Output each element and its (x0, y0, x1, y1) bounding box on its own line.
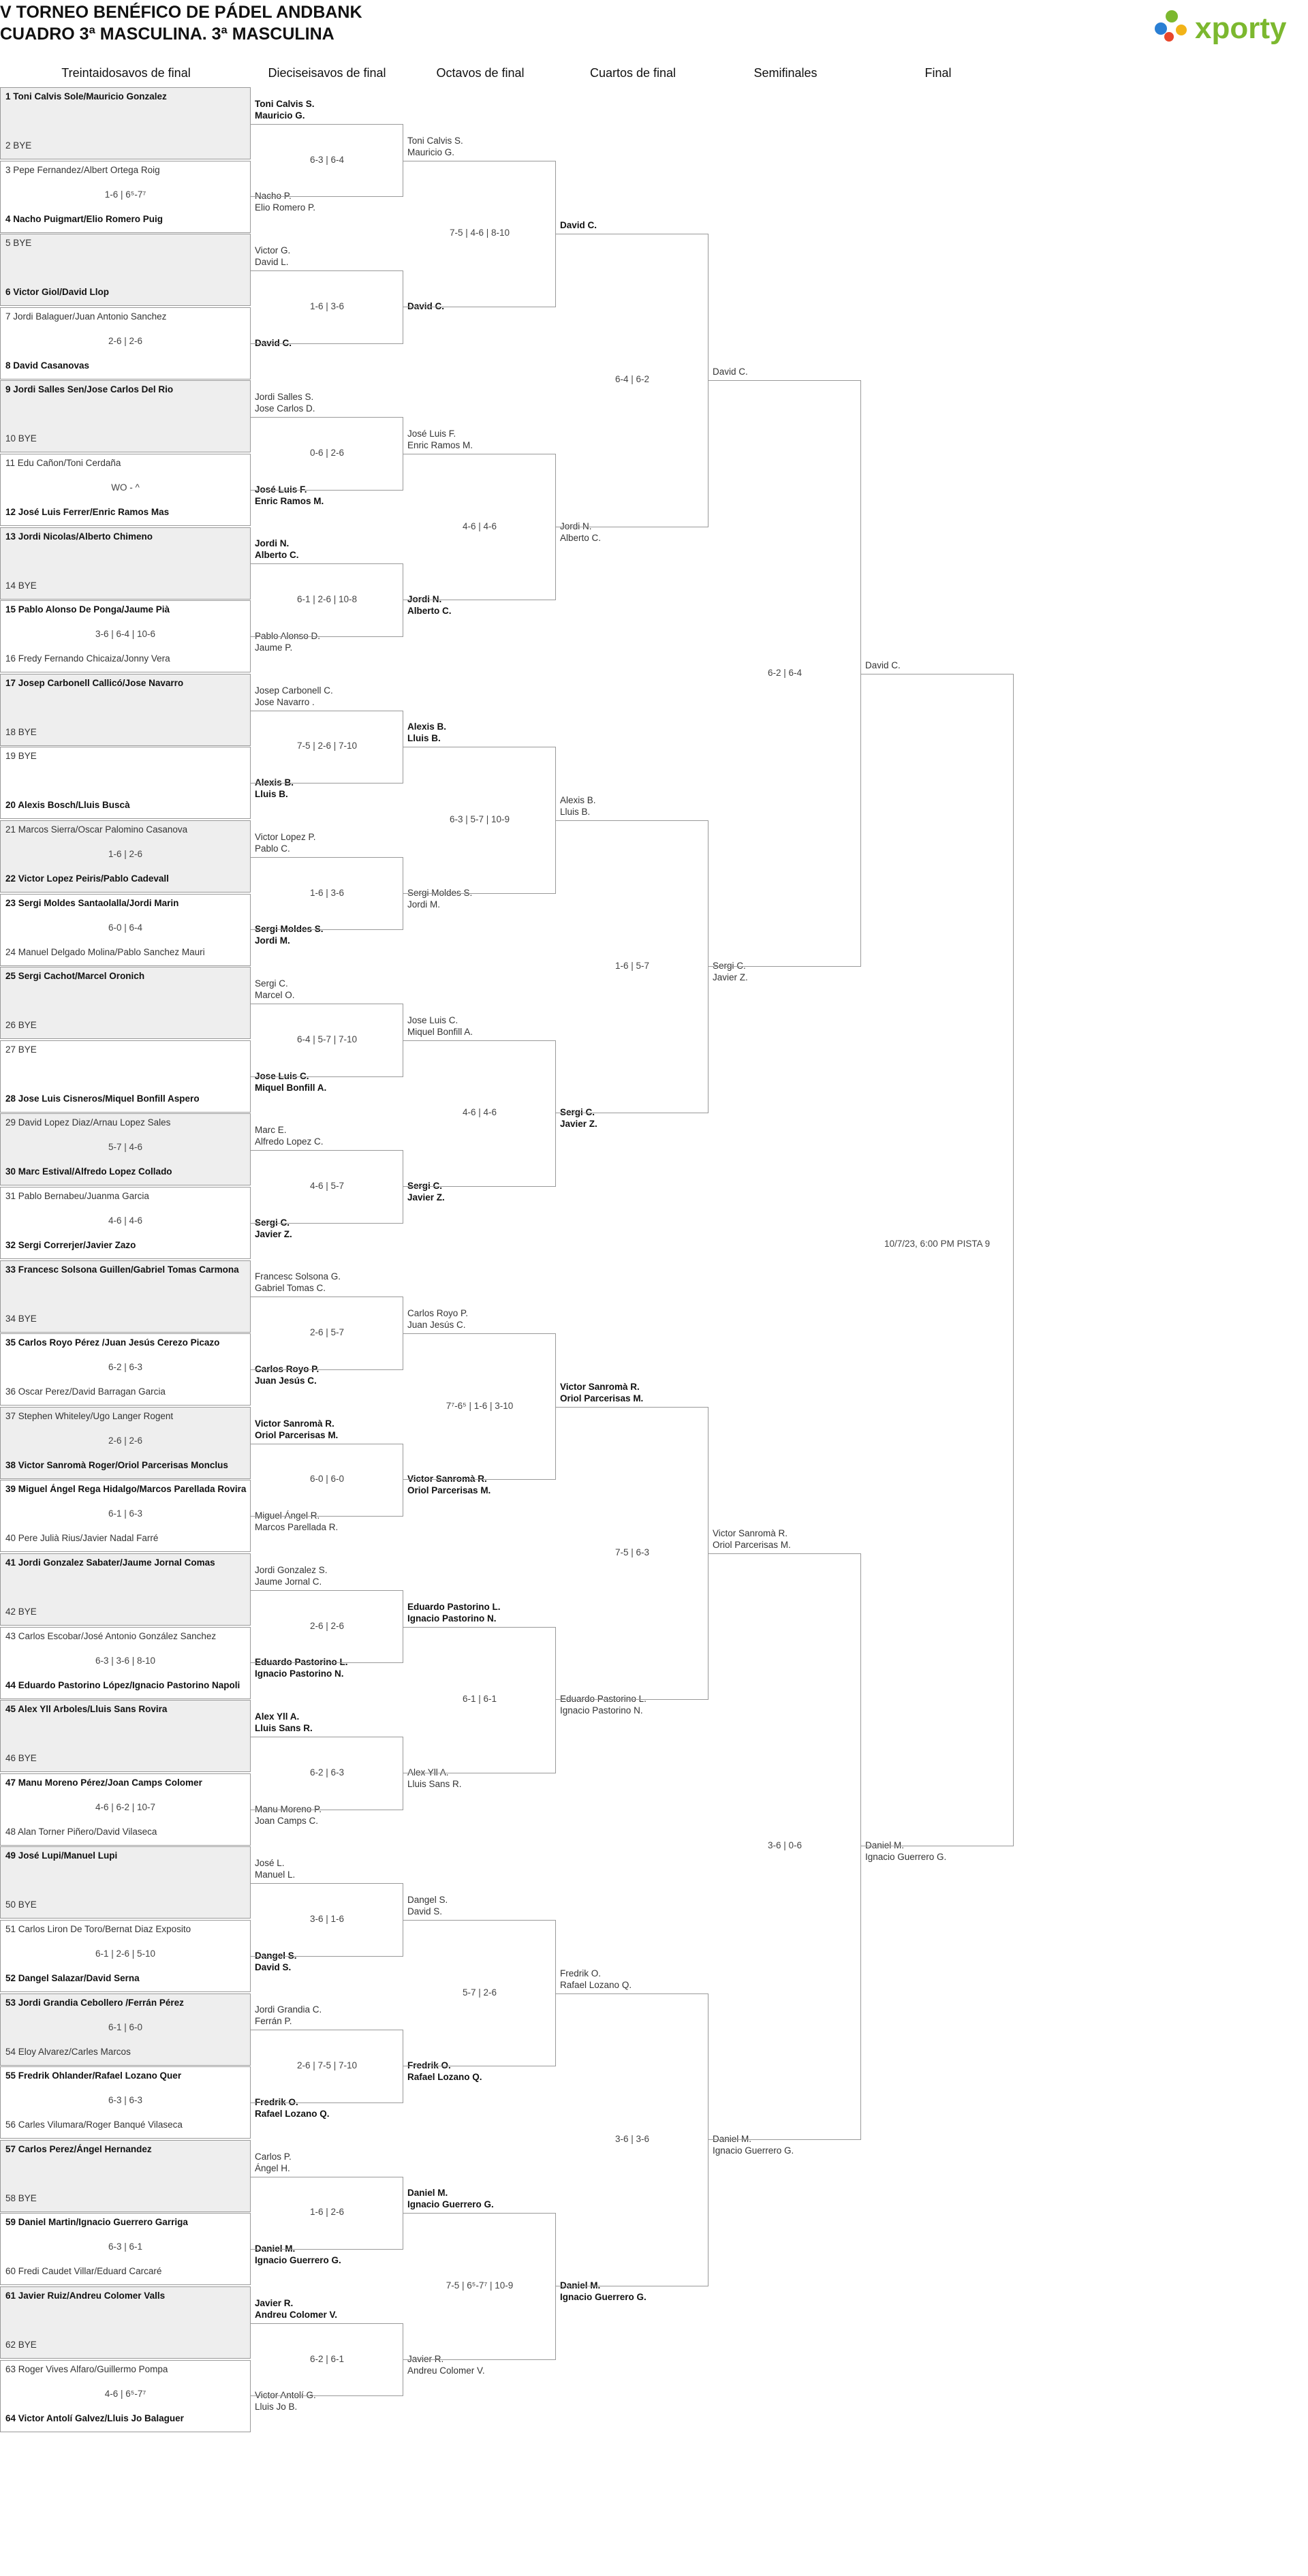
entrant-name: Alberto C. (560, 532, 602, 543)
entrant-name: Enric Ramos M. (407, 440, 473, 450)
entrant-name: Andreu Colomer V. (407, 2365, 485, 2376)
player-line[interactable]: 38 Victor Sanromà Roger/Oriol Parcerisas Monclus (5, 1459, 228, 1470)
match-score: 6-0 | 6-4 (108, 922, 143, 933)
entrant-name: Sergi C. (255, 1217, 290, 1228)
match-score: 2-6 | 5-7 (309, 1327, 345, 1338)
player-line[interactable]: 1 Toni Calvis Sole/Mauricio Gonzalez (5, 91, 167, 102)
match-score: 1-6 | 6⁵-7⁷ (104, 189, 146, 200)
match-score: 1-6 | 2-6 (108, 849, 143, 859)
match-score: 1-6 | 3-6 (309, 887, 345, 898)
entrant-name: Joan Camps C. (255, 1815, 319, 1826)
match-score: 6-2 | 6-3 (309, 1767, 345, 1778)
player-line[interactable]: 42 BYE (5, 1607, 37, 1617)
entrant-name: Javier Z. (407, 1192, 445, 1202)
round-header: Octavos de final (436, 66, 525, 80)
player-line[interactable]: 28 Jose Luis Cisneros/Miquel Bonfill Aspero (5, 1093, 200, 1104)
match-score: 7-5 | 6-3 (614, 1547, 650, 1557)
entrant-name: Alexis B. (560, 795, 596, 805)
entrant-name: Lluis Sans R. (255, 1723, 313, 1733)
player-line[interactable]: 63 Roger Vives Alfaro/Guillermo Pompa (5, 2363, 168, 2374)
player-line[interactable]: 6 Victor Giol/David Llop (5, 287, 110, 298)
player-line[interactable]: 45 Alex Yll Arboles/Lluis Sans Rovira (5, 1704, 168, 1715)
entrant-names[interactable] (255, 2151, 401, 2174)
entrant-name: David L. (255, 257, 289, 267)
player-line[interactable]: 15 Pablo Alonso De Ponga/Jaume Pià (5, 604, 170, 615)
entrant-names[interactable] (255, 831, 401, 854)
match-score: 6-4 | 6-2 (614, 374, 650, 385)
entrant-name: Dangel S. (255, 1950, 297, 1961)
entrant-name: Ignacio Pastorino N. (407, 1613, 497, 1624)
entrant-names[interactable] (255, 1711, 401, 1734)
entrant-name: Manu Moreno P. (255, 1803, 322, 1814)
entrant-name: Ignacio Pastorino N. (255, 1669, 344, 1679)
entrant-names[interactable] (560, 1381, 706, 1404)
match-score: 6-4 | 5-7 | 7-10 (296, 1034, 358, 1044)
entrant-names[interactable] (560, 1968, 706, 1991)
entrant-names[interactable] (407, 2187, 554, 2210)
match-score: 6-0 | 6-0 (309, 1474, 345, 1485)
player-line[interactable]: 17 Josep Carbonell Callicó/Jose Navarro (5, 677, 184, 688)
entrant-name: Rafael Lozano Q. (560, 1979, 632, 1990)
match-score: 4-6 | 6⁵-7⁷ (104, 2388, 146, 2399)
player-line[interactable]: 14 BYE (5, 580, 37, 591)
entrant-name: Alex Yll A. (255, 1711, 300, 1722)
entrant-names[interactable] (407, 135, 554, 158)
player-line[interactable]: 54 Eloy Alvarez/Carles Marcos (5, 2046, 131, 2057)
entrant-name: David S. (407, 1906, 443, 1917)
player-line[interactable]: 53 Jordi Grandia Cebollero /Ferrán Pérez (5, 1997, 184, 2008)
entrant-name: David C. (407, 300, 445, 311)
entrant-name: Eduardo Pastorino L. (255, 1657, 348, 1668)
match-score: 1-6 | 2-6 (309, 2207, 345, 2218)
player-line[interactable]: 36 Oscar Perez/David Barragan Garcia (5, 1386, 166, 1397)
entrant-name: Victor Lopez P. (255, 831, 316, 842)
round-header: Semifinales (753, 66, 818, 80)
player-line[interactable]: 8 David Casanovas (5, 360, 90, 371)
match-score: 2-6 | 2-6 (108, 335, 143, 346)
entrant-name: Miquel Bonfill A. (407, 1026, 473, 1037)
entrant-name: Victor Antolí G. (255, 2390, 316, 2401)
entrant-name: Nacho P. (255, 191, 292, 202)
match-score: 4-6 | 5-7 (309, 1181, 345, 1191)
entrant-name: Ignacio Guerrero G. (713, 2145, 794, 2156)
entrant-name: Ignacio Guerrero G. (560, 2292, 647, 2302)
match-score: 5-7 | 2-6 (462, 1987, 497, 1998)
entrant-name: Lluis B. (560, 807, 591, 817)
match-score: 6-1 | 2-6 | 5-10 (95, 1949, 156, 1959)
entrant-name: Carlos Royo P. (407, 1308, 469, 1319)
entrant-name: Jordi N. (560, 521, 592, 531)
player-line[interactable]: 34 BYE (5, 1313, 37, 1324)
entrant-name: David C. (255, 337, 292, 348)
player-line[interactable]: 39 Miguel Ángel Rega Hidalgo/Marcos Parellada Rovira (5, 1484, 247, 1495)
player-line[interactable]: 59 Daniel Martin/Ignacio Guerrero Garriga (5, 2217, 188, 2228)
match-score: 6-3 | 6-4 (309, 154, 345, 165)
entrant-name: Elio Romero P. (255, 202, 316, 213)
player-line[interactable]: 51 Carlos Liron De Toro/Bernat Diaz Exposito (5, 1924, 191, 1934)
entrant-name: Juan Jesús C. (407, 1320, 466, 1331)
player-line[interactable]: 62 BYE (5, 2340, 37, 2350)
player-line[interactable]: 49 José Lupi/Manuel Lupi (5, 1850, 118, 1861)
entrant-name: Mauricio G. (407, 146, 455, 157)
entrant-name: Alex Yll A. (407, 1767, 449, 1778)
entrant-name: Marcel O. (255, 990, 295, 1000)
player-line[interactable]: 32 Sergi Correrjer/Javier Zazo (5, 1240, 136, 1250)
player-line[interactable]: 55 Fredrik Ohlander/Rafael Lozano Quer (5, 2070, 182, 2081)
entrant-name: Rafael Lozano Q. (407, 2072, 482, 2083)
entrant-names[interactable] (407, 428, 554, 451)
player-line[interactable]: 48 Alan Torner Piñero/David Vilaseca (5, 1826, 157, 1837)
entrant-name: Sergi C. (713, 961, 746, 972)
xporty-logo (1151, 4, 1305, 48)
entrant-name: Jordi N. (407, 594, 442, 605)
entrant-name: Victor G. (255, 245, 291, 255)
entrant-names[interactable] (255, 1271, 401, 1294)
entrant-name: Victor Sanromà R. (713, 1528, 788, 1538)
player-line[interactable]: 47 Manu Moreno Pérez/Joan Camps Colomer (5, 1777, 202, 1788)
player-line[interactable]: 52 Dangel Salazar/David Serna (5, 1973, 140, 1983)
entrant-names[interactable] (407, 721, 554, 744)
player-line[interactable]: 23 Sergi Moldes Santaolalla/Jordi Marin (5, 897, 179, 908)
player-line[interactable]: 3 Pepe Fernandez/Albert Ortega Roig (5, 164, 160, 175)
match-score: 6-3 | 6-3 (108, 2095, 143, 2106)
entrant-name: Carlos P. (255, 2151, 292, 2162)
entrant-name: Josep Carbonell C. (255, 685, 333, 696)
match-score: 6-2 | 6-3 (108, 1362, 143, 1373)
match-score: 4-6 | 4-6 (462, 1107, 497, 1118)
entrant-name: Jordi Grandia C. (255, 2004, 322, 2015)
entrant-name: Eduardo Pastorino L. (407, 1601, 501, 1612)
entrant-name: Sergi C. (560, 1107, 595, 1118)
entrant-names[interactable] (560, 794, 706, 818)
player-line[interactable]: 19 BYE (5, 751, 37, 762)
page-subtitle: CUADRO 3ª MASCULINA. 3ª MASCULINA (0, 25, 334, 44)
match-score: 6-3 | 6-1 (108, 2241, 143, 2252)
match-score: 3-6 | 0-6 (767, 1840, 803, 1851)
player-line[interactable]: 4 Nacho Puigmart/Elio Romero Puig (5, 213, 164, 224)
player-line[interactable]: 56 Carles Vilumara/Roger Banqué Vilaseca (5, 2120, 183, 2130)
match-score: 5-7 | 4-6 (108, 1142, 143, 1153)
player-line[interactable]: 25 Sergi Cachot/Marcel Oronich (5, 971, 145, 982)
player-line[interactable]: 11 Edu Cañon/Toni Cerdaña (5, 458, 121, 468)
entrant-name: Marcos Parellada R. (255, 1522, 339, 1533)
logo-text: xporty (1195, 12, 1287, 45)
match-score: 2-6 | 2-6 (309, 1620, 345, 1631)
entrant-name: José Luis F. (255, 484, 307, 495)
entrant-name: Javier R. (407, 2353, 444, 2364)
entrant-name: Oriol Parcerisas M. (255, 1429, 339, 1440)
entrant-name: Daniel M. (713, 2133, 752, 2144)
entrant-names[interactable] (713, 366, 859, 377)
entrant-name: Alberto C. (255, 550, 299, 561)
entrant-name: David C. (713, 367, 748, 377)
entrant-name: Sergi C. (407, 1181, 443, 1191)
entrant-names[interactable] (560, 219, 706, 231)
player-line[interactable]: 16 Fredy Fernando Chicaiza/Jonny Vera (5, 653, 170, 664)
player-line[interactable]: 9 Jordi Salles Sen/Jose Carlos Del Rio (5, 384, 174, 395)
player-line[interactable]: 37 Stephen Whiteley/Ugo Langer Rogent (5, 1410, 174, 1421)
entrant-name: David C. (865, 659, 901, 670)
entrant-name: Alfredo Lopez C. (255, 1136, 324, 1147)
player-line[interactable]: 57 Carlos Perez/Ángel Hernandez (5, 2143, 152, 2154)
entrant-name: Pablo Alonso D. (255, 631, 321, 641)
match-score: 4-6 | 4-6 (108, 1215, 143, 1226)
entrant-name: Ignacio Guerrero G. (407, 2199, 494, 2210)
entrant-name: Daniel M. (560, 2280, 601, 2291)
entrant-names[interactable] (255, 391, 401, 414)
match-score: 0-6 | 2-6 (309, 448, 345, 458)
entrant-names[interactable] (255, 1418, 401, 1441)
round-header: Cuartos de final (589, 66, 676, 80)
player-line[interactable]: 29 David Lopez Diaz/Arnau Lopez Sales (5, 1117, 171, 1128)
round-header: Dieciseisavos de final (268, 66, 386, 80)
entrant-name: Alexis B. (407, 721, 447, 732)
round-header: Final (924, 66, 952, 80)
entrant-name: Jose Carlos D. (255, 403, 315, 414)
player-line[interactable]: 26 BYE (5, 1020, 37, 1031)
player-line[interactable]: 20 Alexis Bosch/Lluis Buscà (5, 800, 130, 811)
entrant-name: David C. (560, 220, 597, 231)
entrant-name: Ferrán P. (255, 2016, 292, 2027)
entrant-name: Victor Sanromà R. (255, 1418, 334, 1429)
entrant-name: Jose Luis C. (407, 1014, 458, 1025)
match-score: 7-5 | 4-6 | 8-10 (449, 228, 510, 238)
entrant-name: Marc E. (255, 1125, 287, 1136)
player-line[interactable]: 18 BYE (5, 726, 37, 737)
entrant-name: Ignacio Pastorino N. (560, 1705, 643, 1716)
player-line[interactable]: 13 Jordi Nicolas/Alberto Chimeno (5, 531, 153, 542)
entrant-name: Pablo C. (255, 843, 290, 854)
entrant-name: Mauricio G. (255, 110, 305, 121)
entrant-name: Manuel L. (255, 1869, 296, 1880)
entrant-name: José L. (255, 1858, 285, 1869)
entrant-name: Jordi Gonzalez S. (255, 1564, 328, 1575)
entrant-name: Fredrik O. (560, 1968, 602, 1978)
entrant-names[interactable] (255, 2297, 401, 2321)
entrant-name: Juan Jesús C. (255, 1376, 317, 1386)
entrant-names[interactable] (255, 538, 401, 561)
entrant-name: Oriol Parcerisas M. (560, 1393, 644, 1403)
match-score: 4-6 | 6-2 | 10-7 (95, 1801, 156, 1812)
player-line[interactable]: 58 BYE (5, 2192, 37, 2203)
entrant-name: Eduardo Pastorino L. (560, 1694, 647, 1705)
entrant-name: Daniel M. (255, 2244, 296, 2254)
entrant-name: Sergi Moldes S. (407, 887, 473, 898)
match-score: 6-1 | 6-0 (108, 2021, 143, 2032)
entrant-name: Fredrik O. (255, 2097, 298, 2107)
entrant-names[interactable] (713, 1527, 859, 1551)
bracket-connector (861, 674, 1014, 1847)
entrant-name: Javier Z. (255, 1228, 292, 1239)
player-line[interactable]: 22 Victor Lopez Peiris/Pablo Cadevall (5, 873, 169, 884)
entrant-name: Carlos Royo P. (255, 1364, 320, 1374)
match-score: 7⁷-6⁵ | 1-6 | 3-10 (446, 1400, 514, 1411)
entrant-name: Miquel Bonfill A. (255, 1082, 327, 1093)
entrant-name: Jaume P. (255, 642, 293, 653)
entrant-name: Dangel S. (407, 1895, 448, 1905)
entrant-name: Ignacio Guerrero G. (255, 2255, 341, 2266)
match-score: 1-6 | 5-7 (614, 961, 650, 972)
page-title: V TORNEO BENÉFICO DE PÁDEL ANDBANK (0, 3, 362, 22)
player-line[interactable]: 7 Jordi Balaguer/Juan Antonio Sanchez (5, 311, 167, 322)
player-line[interactable]: 50 BYE (5, 1899, 37, 1910)
entrant-names[interactable] (255, 685, 401, 708)
match-score: 3-6 | 3-6 (614, 2133, 650, 2144)
match-score: 6-1 | 6-3 (108, 1508, 143, 1519)
entrant-name: Lluis Sans R. (407, 1778, 462, 1789)
player-line[interactable]: 35 Carlos Royo Pérez /Juan Jesús Cerezo Picazo (5, 1337, 220, 1348)
player-line[interactable]: 31 Pablo Bernabeu/Juanma Garcia (5, 1191, 149, 1201)
entrant-name: Jose Navarro . (255, 696, 315, 707)
round-header: Treintaidosavos de final (61, 66, 191, 80)
entrant-name: Fredrik O. (407, 2060, 451, 2071)
entrant-name: Sergi C. (255, 978, 288, 989)
match-score: 6-1 | 6-1 (462, 1694, 497, 1705)
player-line[interactable]: 5 BYE (5, 238, 32, 249)
entrant-name: Javier Z. (713, 972, 748, 983)
entrant-name: Jordi N. (255, 538, 290, 549)
match-score: 2-6 | 2-6 (108, 1435, 143, 1446)
entrant-name: José Luis F. (407, 429, 456, 439)
entrant-name: Javier Z. (560, 1119, 597, 1130)
entrant-name: Sergi Moldes S. (255, 924, 324, 935)
player-line[interactable]: 33 Francesc Solsona Guillen/Gabriel Tomas Carmona (5, 1264, 239, 1275)
player-line[interactable]: 44 Eduardo Pastorino López/Ignacio Pastorino Napoli (5, 1679, 240, 1690)
entrant-name: David S. (255, 1961, 292, 1972)
match-score: 6-2 | 6-1 (309, 2353, 345, 2364)
entrant-name: Oriol Parcerisas M. (407, 1485, 491, 1496)
entrant-name: Oriol Parcerisas M. (713, 1540, 791, 1550)
entrant-name: Javier R. (255, 2297, 294, 2308)
entrant-name: Alberto C. (407, 606, 452, 617)
match-score: 3-6 | 1-6 (309, 1914, 345, 1924)
match-score: 7-5 | 6⁵-7⁷ | 10-9 (446, 2280, 514, 2291)
entrant-name: Jordi M. (407, 899, 441, 910)
player-line[interactable]: 24 Manuel Delgado Molina/Pablo Sanchez Mauri (5, 946, 205, 957)
entrant-name: Daniel M. (865, 1840, 905, 1851)
entrant-names[interactable] (255, 978, 401, 1001)
entrant-name: Lluis B. (407, 733, 441, 744)
player-line[interactable]: 46 BYE (5, 1753, 37, 1764)
entrant-names[interactable] (255, 1124, 401, 1147)
entrant-name: Jose Luis C. (255, 1070, 309, 1081)
entrant-name: Jaume Jornal C. (255, 1576, 322, 1587)
match-score: 3-6 | 6-4 | 10-6 (95, 629, 156, 640)
player-line[interactable]: 40 Pere Julià Rius/Javier Nadal Farré (5, 1533, 159, 1544)
entrant-names[interactable] (407, 1014, 554, 1038)
player-line[interactable]: 41 Jordi Gonzalez Sabater/Jaume Jornal Comas (5, 1557, 215, 1568)
entrant-name: Andreu Colomer V. (255, 2309, 338, 2320)
entrant-name: Victor Sanromà R. (407, 1474, 487, 1485)
player-line[interactable]: 60 Fredi Caudet Villar/Eduard Carcaré (5, 2266, 162, 2277)
match-score: 6-2 | 6-4 (767, 667, 803, 678)
player-line[interactable]: 27 BYE (5, 1044, 37, 1055)
entrant-name: Francesc Solsona G. (255, 1271, 341, 1282)
entrant-name: Daniel M. (407, 2188, 448, 2199)
entrant-name: Lluis B. (255, 789, 288, 800)
match-score: 4-6 | 4-6 (462, 521, 497, 531)
player-line[interactable]: 2 BYE (5, 140, 32, 151)
entrant-names[interactable] (255, 1564, 401, 1587)
player-line[interactable]: 61 Javier Ruiz/Andreu Colomer Valls (5, 2291, 166, 2301)
entrant-name: Enric Ramos M. (255, 495, 324, 506)
entrant-names[interactable] (407, 1307, 554, 1331)
player-line[interactable]: 64 Victor Antolí Galvez/Lluis Jo Balaguer (5, 2412, 184, 2423)
entrant-name: Rafael Lozano Q. (255, 2109, 330, 2119)
entrant-names[interactable] (255, 1857, 401, 1880)
match-score: 6-1 | 2-6 | 10-8 (296, 594, 358, 605)
entrant-name: Gabriel Tomas C. (255, 1283, 326, 1294)
entrant-names[interactable] (865, 659, 1012, 671)
match-score: 6-3 | 3-6 | 8-10 (95, 1655, 156, 1666)
entrant-name: Miguel Ángel R. (255, 1510, 320, 1521)
final-schedule: 10/7/23, 6:00 PM PISTA 9 (884, 1239, 991, 1249)
player-line[interactable]: 30 Marc Estival/Alfredo Lopez Collado (5, 1166, 172, 1177)
match-score: 1-6 | 3-6 (309, 300, 345, 311)
entrant-names[interactable] (407, 1601, 554, 1624)
player-line[interactable]: 43 Carlos Escobar/José Antonio González Sanchez (5, 1630, 217, 1641)
entrant-name: Jordi M. (255, 935, 290, 946)
xporty-logo-icon (1151, 4, 1305, 48)
entrant-name: Ángel H. (255, 2162, 290, 2173)
entrant-name: Ignacio Guerrero G. (865, 1852, 947, 1863)
match-score: WO - ^ (111, 482, 140, 493)
player-line[interactable]: 12 José Luis Ferrer/Enric Ramos Mas (5, 507, 170, 517)
match-score: 7-5 | 2-6 | 7-10 (296, 741, 358, 751)
entrant-name: Alexis B. (255, 777, 294, 788)
entrant-names[interactable] (407, 1894, 554, 1917)
player-line[interactable]: 21 Marcos Sierra/Oscar Palomino Casanova (5, 824, 188, 835)
player-line[interactable]: 10 BYE (5, 433, 37, 444)
entrant-name: Jordi Salles S. (255, 392, 314, 403)
entrant-names[interactable] (255, 2004, 401, 2027)
entrant-names[interactable] (255, 98, 401, 121)
match-score: 2-6 | 7-5 | 7-10 (296, 2060, 358, 2071)
entrant-name: Toni Calvis S. (407, 135, 463, 146)
entrant-names[interactable] (255, 245, 401, 268)
entrant-name: Victor Sanromà R. (560, 1381, 640, 1392)
match-score: 6-3 | 5-7 | 10-9 (449, 814, 510, 824)
entrant-name: Toni Calvis S. (255, 98, 315, 109)
entrant-name: Lluis Jo B. (255, 2402, 298, 2412)
